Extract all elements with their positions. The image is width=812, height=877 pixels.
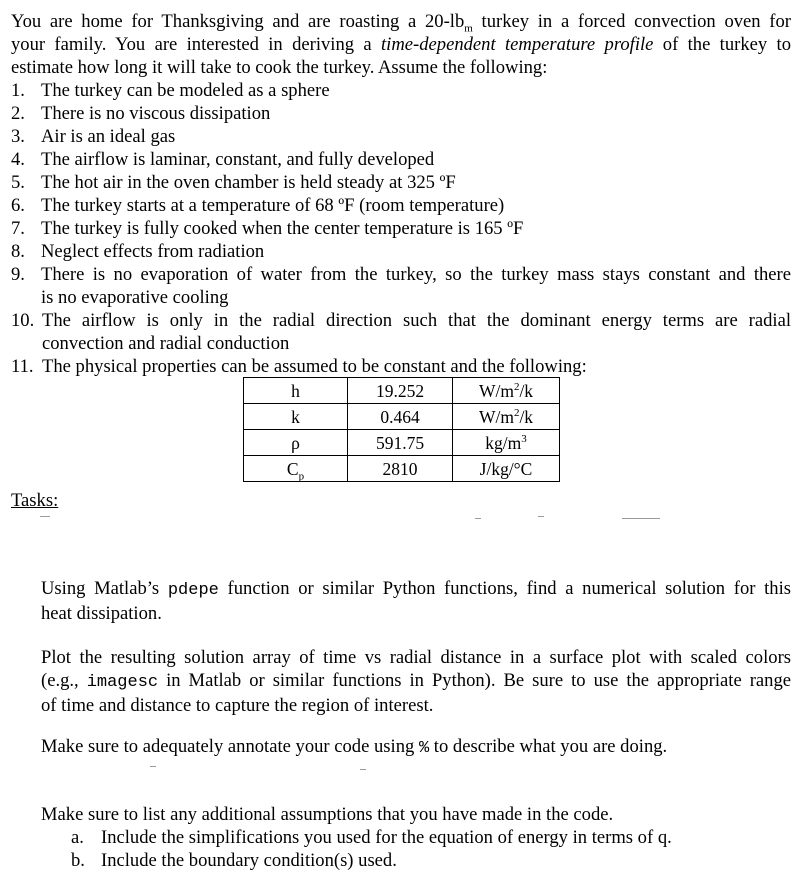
- property-symbol: ρ: [244, 430, 348, 456]
- list-item: 2. There is no viscous dissipation: [11, 103, 271, 124]
- property-value: 19.252: [348, 378, 453, 404]
- list-item: 8. Neglect effects from radiation: [11, 241, 265, 262]
- property-unit: J/kg/°C: [453, 456, 560, 482]
- property-unit: $W/m^2/k$: [453, 378, 560, 404]
- table-row: [244, 378, 560, 404]
- list-item: 7. The turkey is fully cooked when the center temperature is 165 ºF: [11, 218, 524, 239]
- property-value: 591.75: [348, 430, 453, 456]
- list-item: 4. The airflow is laminar, constant, and fully developed: [11, 149, 435, 170]
- scan-artifact: [40, 516, 50, 517]
- list-item: 1. The turkey can be modeled as a sphere: [11, 80, 330, 101]
- table-row: [244, 404, 560, 430]
- property-value: 2810: [348, 456, 453, 482]
- property-unit: $kg/m^3$: [453, 430, 560, 456]
- scan-artifact: [475, 518, 481, 519]
- scan-artifact: [538, 516, 544, 517]
- property-symbol: k: [244, 404, 348, 430]
- property-symbol: $C_p$: [244, 456, 348, 482]
- intro-line-1: You are home for Thanksgiving and are roasting a $20-lb_m$ turkey in a forced convection oven for: [11, 11, 791, 35]
- scan-artifact: [622, 518, 660, 519]
- scan-artifact: [150, 766, 156, 767]
- property-symbol: h: [244, 378, 348, 404]
- task-pdepe: Using Matlab’s pdepe function or similar Python functions, find a numerical solution for this heat dissipation.: [41, 578, 791, 624]
- property-value: 0.464: [348, 404, 453, 430]
- list-item: 11. The physical properties can be assumed to be constant and the following:: [11, 356, 587, 377]
- sub-item-b: b. Include the boundary condition(s) used.: [71, 850, 397, 871]
- intro-paragraph: [11, 10, 791, 79]
- properties-table: [243, 377, 560, 482]
- task-annotate: Make sure to adequately annotate your code using % to describe what you are doing.: [41, 736, 668, 758]
- assumptions-list: [11, 79, 791, 378]
- table-row: [244, 456, 560, 482]
- list-item: 9. There is no evaporation of water from the turkey, so the turkey mass stays constant and there is no evaporative cooling: [11, 264, 791, 308]
- code-imagesc: imagesc: [86, 673, 159, 692]
- task-surface-plot: Plot the resulting solution array of time vs radial distance in a surface plot with scaled colors (e.g., imagesc in Matlab or similar functions in Python). Be sure to use the appropriate range of time and distance to capture the region of interest.: [41, 647, 791, 716]
- intro-line-3: estimate how long it will take to cook the turkey. Assume the following:: [11, 57, 548, 78]
- list-item: 3. Air is an ideal gas: [11, 126, 176, 147]
- code-percent: %: [418, 739, 430, 758]
- property-unit: $W/m^2/k$: [453, 404, 560, 430]
- list-item: 5. The hot air in the oven chamber is held steady at 325 ºF: [11, 172, 456, 193]
- scan-artifact: [360, 769, 366, 770]
- table-row: [244, 430, 560, 456]
- task-assumptions: Make sure to list any additional assumptions that you have made in the code.: [41, 804, 614, 825]
- emphasis-text: time-dependent temperature profile: [381, 34, 654, 55]
- tasks-heading: Tasks:: [11, 490, 59, 511]
- intro-line-2: your family. You are interested in deriving a time-dependent temperature profile of the turkey to: [11, 34, 792, 55]
- sub-item-a: a. Include the simplifications you used for the equation of energy in terms of q.: [71, 827, 672, 848]
- code-pdepe: pdepe: [167, 581, 219, 600]
- list-item: 6. The turkey starts at a temperature of 68 ºF (room temperature): [11, 195, 505, 216]
- list-item: 10. The airflow is only in the radial direction such that the dominant energy terms are radial convection and radial conduction: [11, 310, 791, 354]
